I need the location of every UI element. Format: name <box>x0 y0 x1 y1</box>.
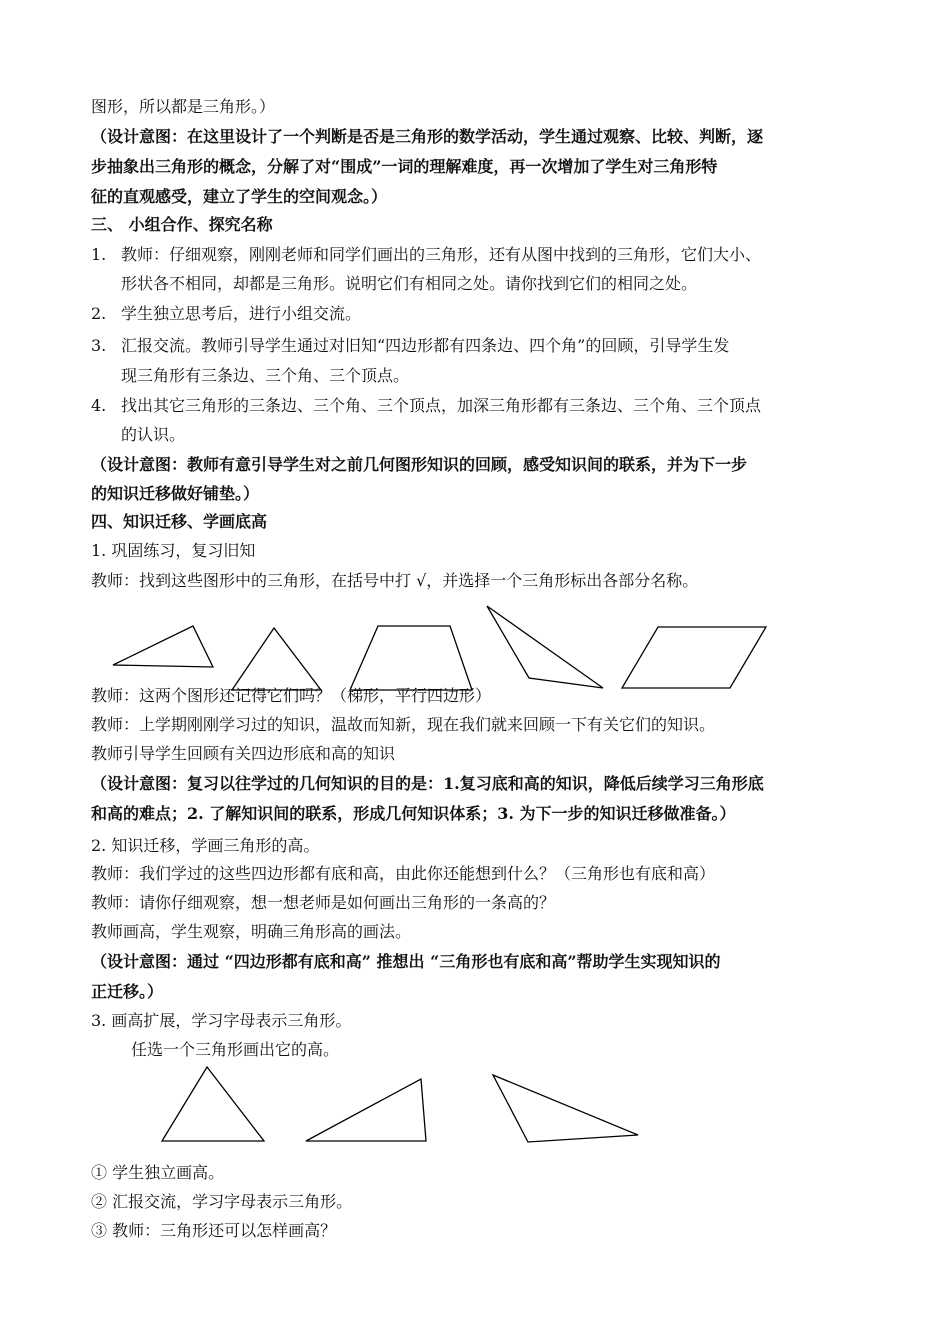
subsection-3: 3. 画高扩展，学习字母表示三角形。 <box>91 1011 352 1030</box>
triangle-shape <box>493 1075 638 1142</box>
list-item-1-cont: 形状各不相同，却都是三角形。说明它们有相同之处。请你找到它们的相同之处。 <box>121 274 698 293</box>
section-heading-3: 三、 小组合作、探究名称 <box>91 215 273 234</box>
text-line: 教师：我们学过的这些四边形都有底和高，由此你还能想到什么？（三角形也有底和高） <box>91 864 716 883</box>
triangle-shape <box>306 1079 426 1141</box>
list-item-3-cont: 现三角形有三条边、三个角、三个顶点。 <box>121 366 410 385</box>
text-line: 图形，所以都是三角形。） <box>91 97 276 116</box>
design-intent-1: （设计意图：在这里设计了一个判断是否是三角形的数学活动，学生通过观察、比较、判断，逐 <box>91 127 764 146</box>
design-intent-3: （设计意图：复习以往学过的几何知识的目的是：1.复习底和高的知识，降低后续学习三角形底 <box>91 774 764 793</box>
text-line: 教师画高，学生观察，明确三角形高的画法。 <box>91 922 412 941</box>
design-intent-2: （设计意图：教师有意引导学生对之前几何图形知识的回顾，感受知识间的联系，并为下一步 <box>91 455 748 474</box>
text-line: 教师：找到这些图形中的三角形，在括号中打 √，并选择一个三角形标出各部分名称。 <box>91 571 699 590</box>
design-intent-1-cont: 征的直观感受，建立了学生的空间观念。） <box>91 187 388 206</box>
text-line: 教师：这两个图形还记得它们吗？（梯形，平行四边形） <box>91 686 492 705</box>
design-intent-4-cont: 正迁移。） <box>91 982 164 1001</box>
list-number: 4. <box>91 396 107 415</box>
text-line: 教师：请你仔细观察，想一想老师是如何画出三角形的一条高的？ <box>91 893 556 912</box>
list-item-4: 找出其它三角形的三条边、三个角、三个顶点，加深三角形都有三条边、三个角、三个顶点 <box>121 396 762 415</box>
text-line: 任选一个三角形画出它的高。 <box>131 1040 340 1059</box>
list-number: 2. <box>91 304 107 323</box>
subsection-1: 1. 巩固练习，复习旧知 <box>91 541 256 560</box>
design-intent-4: （设计意图：通过 “四边形都有底和高” 推想出 “三角形也有底和高”帮助学生实现知识的 <box>91 952 721 971</box>
triangle-shape <box>113 626 213 667</box>
trapezoid-shape <box>350 626 472 690</box>
section-heading-4: 四、知识迁移、学画底高 <box>91 512 268 531</box>
list-item-circled-2: ② 汇报交流，学习字母表示三角形。 <box>91 1192 353 1211</box>
design-intent-3-cont: 和高的难点；2. 了解知识间的联系，形成几何知识体系；3. 为下一步的知识迁移做准备。） <box>91 804 736 823</box>
text-line: 教师：上学期刚刚学习过的知识，温故而知新，现在我们就来回顾一下有关它们的知识。 <box>91 715 716 734</box>
list-number: 3. <box>91 336 107 355</box>
list-item-circled-1: ① 学生独立画高。 <box>91 1163 225 1182</box>
subsection-2: 2. 知识迁移，学画三角形的高。 <box>91 836 320 855</box>
text-line: 教师引导学生回顾有关四边形底和高的知识 <box>91 744 396 763</box>
list-number: 1. <box>91 245 107 264</box>
shapes-figure-2 <box>0 1060 950 1150</box>
design-intent-2-cont: 的知识迁移做好铺垫。） <box>91 484 260 503</box>
list-item-2: 学生独立思考后，进行小组交流。 <box>121 304 362 323</box>
design-intent-1-cont: 步抽象出三角形的概念，分解了对“围成”一词的理解难度，再一次增加了学生对三角形特 <box>91 157 718 176</box>
list-item-4-cont: 的认识。 <box>121 425 186 444</box>
triangle-shape <box>487 606 603 688</box>
triangle-shape <box>232 628 321 690</box>
parallelogram-shape <box>622 627 766 688</box>
shapes-figure-1 <box>0 600 950 692</box>
list-item-1: 教师：仔细观察，刚刚老师和同学们画出的三角形，还有从图中找到的三角形，它们大小、 <box>121 245 762 264</box>
triangle-shape <box>162 1067 264 1141</box>
list-item-3: 汇报交流。教师引导学生通过对旧知“四边形都有四条边、四个角”的回顾，引导学生发 <box>121 336 730 355</box>
list-item-circled-3: ③ 教师：三角形还可以怎样画高？ <box>91 1221 337 1240</box>
